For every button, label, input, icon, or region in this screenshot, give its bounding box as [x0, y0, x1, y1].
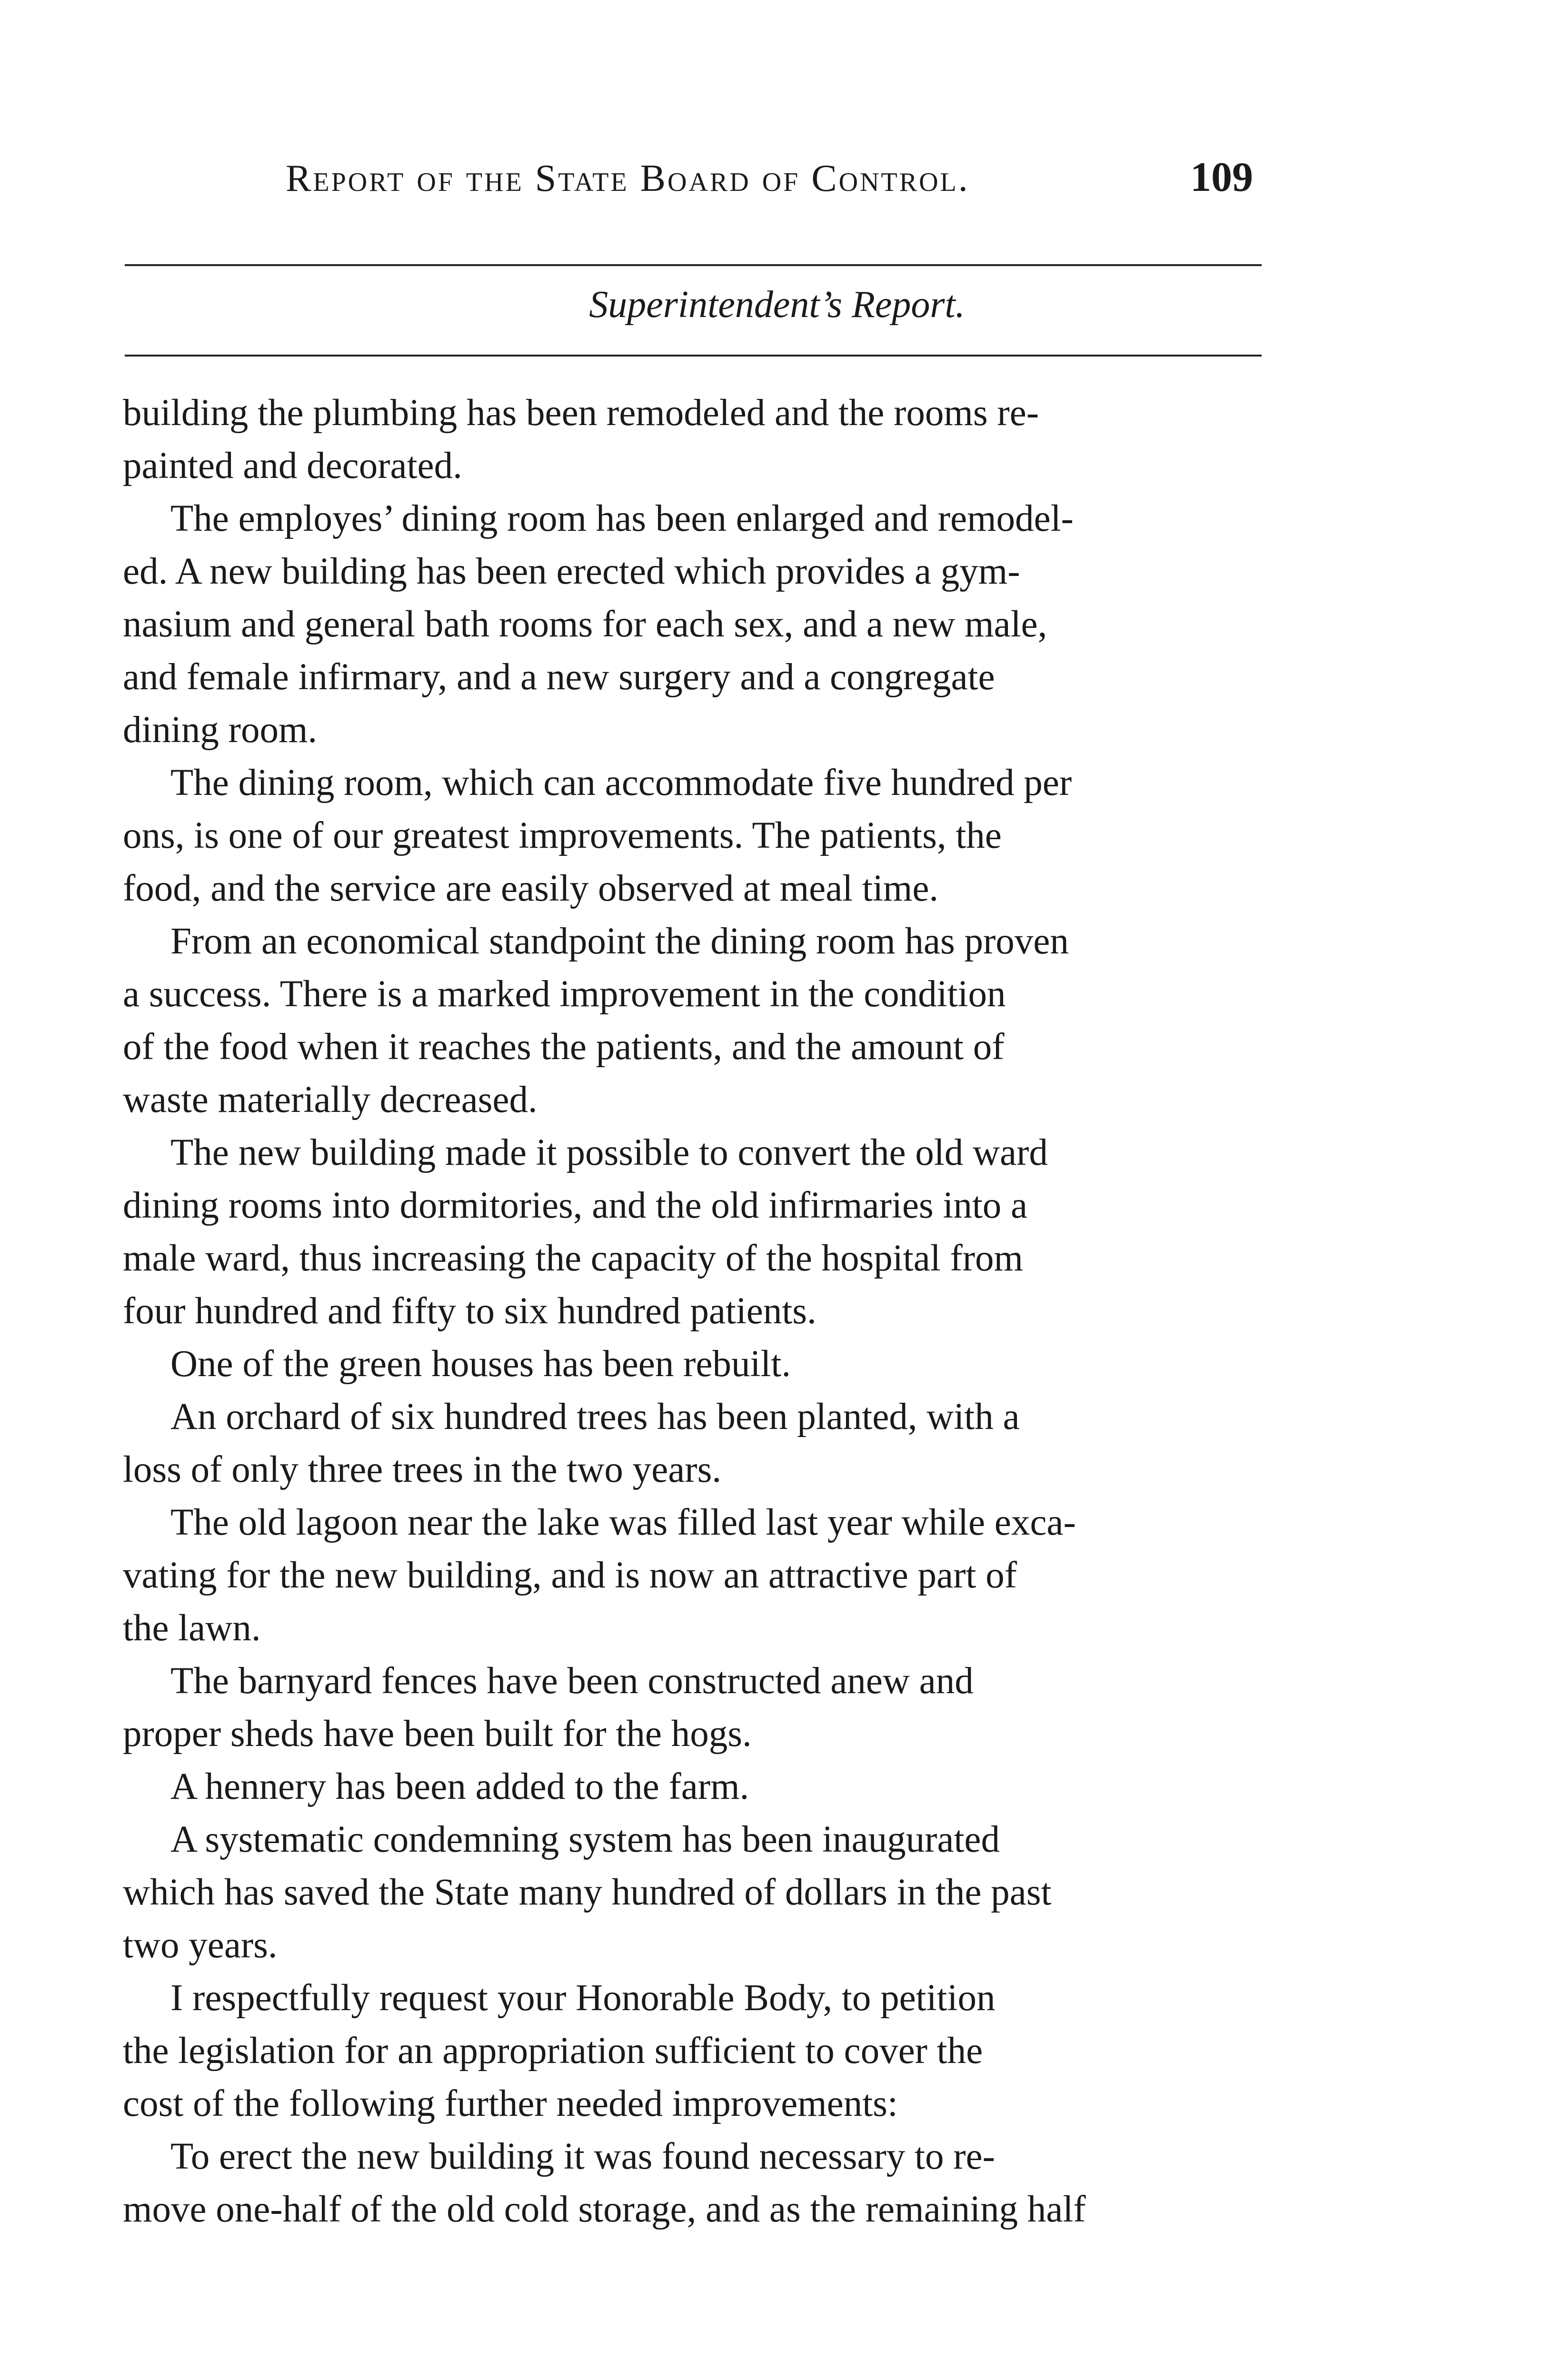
header-rule-bottom [125, 355, 1262, 357]
text-line: four hundred and fifty to six hundred patients. [123, 1290, 817, 1332]
header-rule-top [125, 264, 1262, 266]
text-line: waste materially decreased. [123, 1079, 538, 1121]
text-line: The barnyard fences have been constructed anew and [170, 1660, 974, 1702]
text-line: The old lagoon near the lake was filled last year while exca- [170, 1502, 1076, 1543]
text-line: of the food when it reaches the patients, and the amount of [123, 1026, 1005, 1068]
text-line: the lawn. [123, 1607, 261, 1649]
text-line: proper sheds have been built for the hogs. [123, 1713, 752, 1755]
page-number: 109 [1190, 154, 1253, 200]
text-line: loss of only three trees in the two years. [123, 1449, 722, 1490]
body-text [123, 387, 1261, 2236]
text-line: The new building made it possible to convert the old ward [170, 1132, 1048, 1173]
text-line: From an economical standpoint the dining room has proven [170, 921, 1069, 962]
text-line: building the plumbing has been remodeled and the rooms re- [123, 392, 1039, 434]
text-line: painted and decorated. [123, 445, 462, 486]
text-line: ons, is one of our greatest improvements. The patients, the [123, 815, 1002, 856]
text-line: One of the green houses has been rebuilt. [170, 1343, 791, 1385]
text-line: A hennery has been added to the farm. [170, 1766, 749, 1807]
text-line: To erect the new building it was found necessary to re- [170, 2136, 995, 2177]
text-line: ed. A new building has been erected which provides a gym- [123, 551, 1020, 592]
text-line: male ward, thus increasing the capacity of the hospital from [123, 1238, 1023, 1279]
text-line: which has saved the State many hundred of dollars in the past [123, 1872, 1052, 1913]
text-line: The employes’ dining room has been enlarged and remodel- [170, 498, 1074, 539]
text-line: I respectfully request your Honorable Body, to petition [170, 1977, 996, 2019]
text-line: a success. There is a marked improvement in the condition [123, 973, 1006, 1015]
text-line: move one-half of the old cold storage, and as the remaining half [123, 2189, 1086, 2230]
text-line: cost of the following further needed improvements: [123, 2083, 898, 2124]
text-line: The dining room, which can accommodate five hundred per [170, 762, 1072, 803]
text-line: A systematic condemning system has been inaugurated [170, 1819, 1000, 1860]
text-line: and female infirmary, and a new surgery and a congregate [123, 656, 995, 698]
running-title: Report of the State Board of Control. [286, 158, 970, 199]
text-line: dining rooms into dormitories, and the old infirmaries into a [123, 1185, 1028, 1226]
text-line: An orchard of six hundred trees has been planted, with a [170, 1396, 1020, 1438]
text-line: dining room. [123, 709, 318, 751]
text-line: the legislation for an appropriation sufficient to cover the [123, 2030, 983, 2072]
running-head [0, 154, 1554, 224]
text-line: vating for the new building, and is now an attractive part of [123, 1555, 1017, 1596]
section-heading: Superintendent’s Report. [589, 284, 965, 326]
text-line: two years. [123, 1924, 278, 1966]
text-line: nasium and general bath rooms for each sex, and a new male, [123, 604, 1047, 645]
text-line: food, and the service are easily observed at meal time. [123, 868, 939, 909]
